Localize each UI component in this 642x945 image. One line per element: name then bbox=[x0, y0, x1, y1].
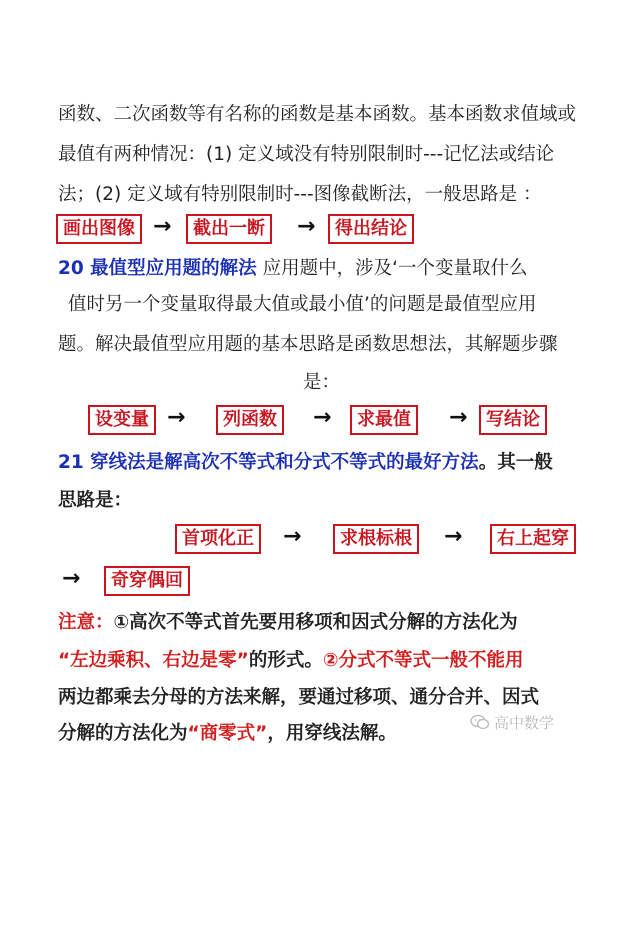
section20-line-1-rest: 应用题中，涉及‘一个变量取什么 bbox=[256, 258, 528, 279]
note-line-4-a: 分解的方法化为 bbox=[58, 723, 188, 744]
arrow-icon: → bbox=[167, 405, 186, 430]
section21-title: 21 穿线法是解高次不等式和分式不等式的最好方法 bbox=[58, 452, 479, 473]
note-line-4-b: ，用穿线法解。 bbox=[267, 723, 397, 744]
arrow-icon: → bbox=[313, 405, 332, 430]
arrow-icon: → bbox=[444, 524, 463, 549]
flow2-step-build-function: 列函数 bbox=[216, 405, 284, 435]
note-quote-2: “商零式” bbox=[187, 723, 268, 744]
section20-line-4: 是： bbox=[303, 372, 341, 393]
flow3-step-leading-positive: 首项化正 bbox=[175, 524, 261, 554]
note-part-3: ②分式不等式一般不能用 bbox=[322, 650, 524, 671]
note-line-3: 两边都乘去分母的方法来解，要通过移项、通分合并、因式 bbox=[58, 687, 540, 708]
watermark bbox=[470, 712, 554, 734]
section21-line-2: 思路是： bbox=[58, 490, 133, 511]
flow1-step-cut-section: 截出一断 bbox=[186, 214, 272, 244]
note-line-1 bbox=[58, 608, 598, 638]
section21-title-rest: 。其一般 bbox=[478, 452, 553, 473]
arrow-icon: → bbox=[297, 214, 316, 239]
wechat-icon bbox=[470, 714, 490, 731]
intro-line-1: 函数、二次函数等有名称的函数是基本函数。基本函数求值域或 bbox=[58, 104, 577, 125]
flow1-step-draw-graph: 画出图像 bbox=[56, 214, 142, 244]
flow1-step-conclusion: 得出结论 bbox=[328, 214, 414, 244]
intro-line-3: 法；(2) 定义域有特别限制时---图像截断法，一般思路是 ： bbox=[58, 184, 542, 205]
section20-line-3: 题。解决最值型应用题的基本思路是函数思想法，其解题步骤 bbox=[58, 334, 558, 355]
section21-line-1 bbox=[58, 448, 598, 478]
note-quote-1: “左边乘积、右边是零” bbox=[58, 650, 249, 671]
flow2-step-write-conclusion: 写结论 bbox=[479, 405, 547, 435]
intro-line-2: 最值有两种情况：(1) 定义域没有特别限制时---记忆法或结论 bbox=[58, 144, 555, 165]
flow3-step-find-roots: 求根标根 bbox=[333, 524, 419, 554]
section20-line-2: 值时另一个变量取得最大值或最小值’的问题是最值型应用 bbox=[68, 294, 537, 315]
watermark-text: 高中数学 bbox=[494, 714, 555, 732]
note-line-2 bbox=[58, 646, 598, 676]
note-part-2: 的形式。 bbox=[248, 650, 323, 671]
flow2-step-find-extremum: 求最值 bbox=[350, 405, 418, 435]
flow2-step-set-variable: 设变量 bbox=[88, 405, 156, 435]
section20-line-1 bbox=[58, 254, 598, 284]
flow3-step-thread-from-upper-right: 右上起穿 bbox=[490, 524, 576, 554]
section20-title: 20 最值型应用题的解法 bbox=[58, 258, 257, 279]
arrow-icon: → bbox=[283, 524, 302, 549]
arrow-icon: → bbox=[153, 214, 172, 239]
flow3-step-odd-through-even-back: 奇穿偶回 bbox=[104, 566, 190, 596]
arrow-icon: → bbox=[62, 566, 81, 591]
arrow-icon: → bbox=[449, 405, 468, 430]
note-part-1: ①高次不等式首先要用移项和因式分解的方法化为 bbox=[113, 612, 518, 633]
note-label: 注意： bbox=[58, 612, 114, 633]
